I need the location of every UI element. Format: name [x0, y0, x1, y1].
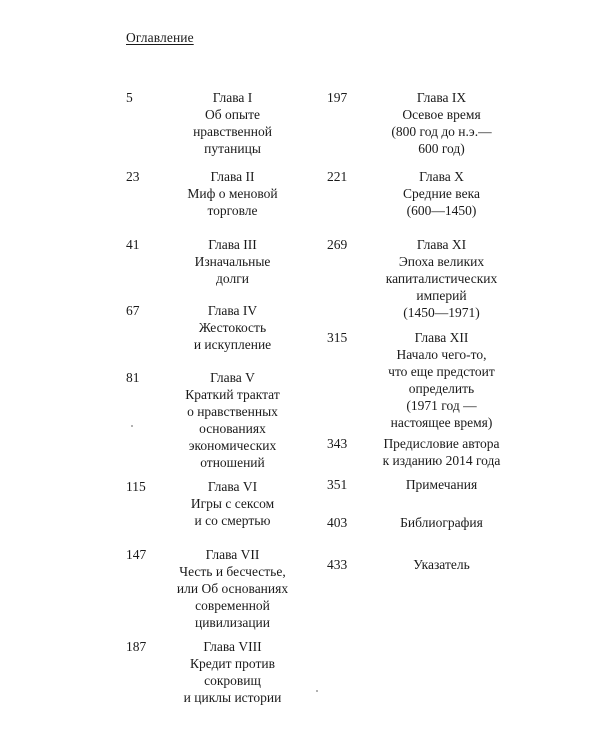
chapter-label: Глава VIII [203, 639, 262, 654]
chapter-title-line: экономических [188, 438, 277, 453]
chapter-title-line: Изначальные [194, 254, 271, 269]
chapter-title-line: Миф о меновой [187, 186, 278, 201]
chapter-title-line: Начало чего-то, [396, 347, 487, 362]
chapter-title-line: нравственной [193, 124, 272, 139]
toc-entry-text [369, 236, 514, 321]
chapter-title-line: Жестокость [198, 320, 267, 335]
chapter-label: Глава I [212, 90, 253, 105]
chapter-title-line: Средние века [403, 186, 480, 201]
toc-page-number: 187 [126, 639, 147, 654]
chapter-title-line: основаниях [199, 421, 266, 436]
chapter-title-line: Краткий трактат [185, 387, 280, 402]
toc-entry-text [170, 546, 295, 631]
toc-page-number: 23 [126, 169, 140, 184]
chapter-title-line: отношений [200, 455, 265, 470]
chapter-label: Глава IV [207, 303, 258, 318]
toc-entry-text [170, 168, 295, 219]
chapter-title-line: Кредит против [190, 656, 275, 671]
chapter-label: Глава XI [416, 237, 467, 252]
chapter-title-line: и циклы истории [183, 690, 282, 705]
chapter-title-line: (1971 год — [406, 398, 477, 413]
chapter-title-line: цивилизации [194, 615, 270, 630]
toc-heading: Оглавление [126, 30, 194, 45]
chapter-title-line: Эпоха великих [398, 254, 485, 269]
section-title-line: Библиография [400, 515, 483, 530]
chapter-title-line: настоящее время) [390, 415, 493, 430]
chapter-label: Глава VII [205, 547, 260, 562]
chapter-title-line: и со смертью [194, 513, 271, 528]
chapter-title-line: 600 год) [418, 141, 465, 156]
chapter-title-line: современной [195, 598, 270, 613]
chapter-title-line: о нравственных [187, 404, 278, 419]
scan-speck [131, 425, 133, 427]
toc-entry-text [369, 556, 514, 573]
chapter-title-line: торговле [207, 203, 258, 218]
chapter-title-line: и искупление [193, 337, 272, 352]
chapter-title-line: (600—1450) [406, 203, 477, 218]
chapter-title-line: что еще предстоит [388, 364, 495, 379]
chapter-label: Глава XII [414, 330, 469, 345]
toc-entry-text [170, 638, 295, 706]
chapter-title-line: капиталистических [385, 271, 498, 286]
scan-speck [316, 690, 318, 692]
toc-page-number: 343 [327, 436, 348, 451]
toc-page-number: 197 [327, 90, 348, 105]
toc-page-number: 315 [327, 330, 348, 345]
toc-entry-text [170, 302, 295, 353]
toc-page-number: 67 [126, 303, 140, 318]
chapter-title-line: сокровищ [204, 673, 261, 688]
toc-page-number: 115 [126, 479, 146, 494]
toc-entry-text [369, 168, 514, 219]
section-title-line: Предисловие автора [383, 436, 500, 451]
section-title-line: Указатель [413, 557, 470, 572]
toc-page-number: 433 [327, 557, 348, 572]
chapter-label: Глава II [210, 169, 255, 184]
toc-page-number: 81 [126, 370, 140, 385]
chapter-title-line: (1450—1971) [403, 305, 480, 320]
chapter-title-line: Об опыте [205, 107, 260, 122]
toc-entry-text [170, 369, 295, 471]
chapter-title-line: или Об основаниях [176, 581, 289, 596]
toc-page-number: 269 [327, 237, 348, 252]
chapter-title-line: определить [408, 381, 475, 396]
toc-entry-text [369, 435, 514, 469]
chapter-title-line: Осевое время [402, 107, 481, 122]
chapter-title-line: (800 год до н.э.— [391, 124, 492, 139]
toc-entry-text [369, 476, 514, 493]
toc-entry-text [369, 514, 514, 531]
toc-page-number: 403 [327, 515, 348, 530]
chapter-title-line: Честь и бесчестье, [179, 564, 286, 579]
toc-page-number: 5 [126, 90, 133, 105]
toc-entry-text [170, 89, 295, 157]
chapter-label: Глава III [208, 237, 257, 252]
toc-entry-text [170, 236, 295, 287]
chapter-title-line: путаницы [204, 141, 261, 156]
chapter-label: Глава X [419, 169, 464, 184]
chapter-label: Глава VI [207, 479, 258, 494]
toc-entry-text [369, 89, 514, 157]
chapter-label: Глава V [210, 370, 255, 385]
section-title-line: к изданию 2014 года [382, 453, 501, 468]
chapter-title-line: империй [416, 288, 467, 303]
toc-page-number: 41 [126, 237, 140, 252]
chapter-label: Глава IX [416, 90, 467, 105]
toc-entry-text [170, 478, 295, 529]
toc-entry-text [369, 329, 514, 431]
toc-page-number: 351 [327, 477, 348, 492]
toc-page-number: 221 [327, 169, 348, 184]
section-title-line: Примечания [405, 477, 478, 492]
chapter-title-line: долги [216, 271, 249, 286]
chapter-title-line: Игры с сексом [190, 496, 275, 511]
toc-page-number: 147 [126, 547, 147, 562]
